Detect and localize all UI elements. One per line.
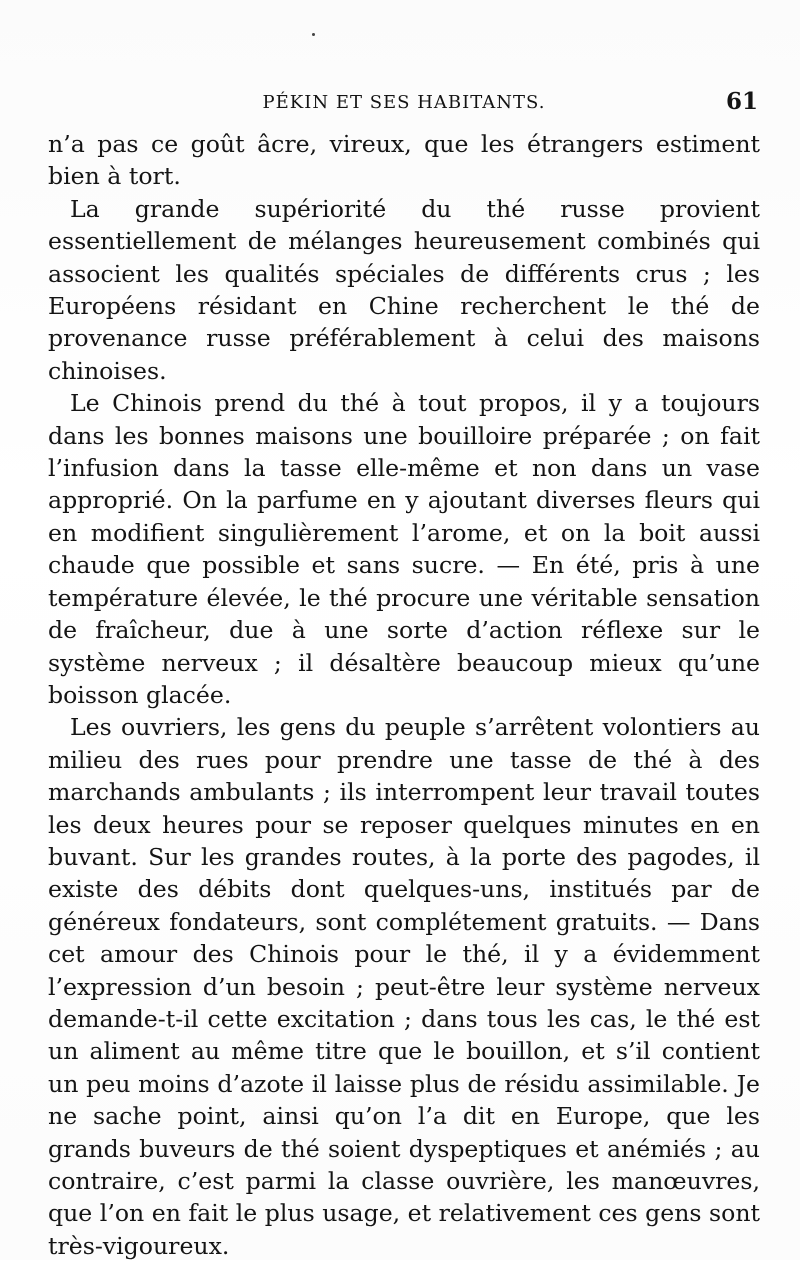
page-number: 61 [725,88,758,115]
running-title: PÉKIN ET SES HABITANTS. [262,92,546,113]
paragraph-russian-tea: La grande supériorité du thé russe provient essentiellement de mélanges heureusement combinés qui associent les qualités spéciales de différents crus ; les Européens résidant en Chine recherchent le thé de provenance russe préférablement à celui des maisons chinoises. [48,194,760,385]
paragraph-continuation: n’a pas ce goût âcre, vireux, que les étrangers estiment bien à tort. [48,130,760,191]
running-header [48,88,760,118]
paragraph-workers-tea: Les ouvriers, les gens du peuple s’arrêtent volontiers au milieu des rues pour prendre une tasse de thé à des marchands ambulants ; ils interrompent leur travail toutes les deux heures pour se reposer quelques minutes en en buvant. Sur les grandes routes, à la porte des pagodes, il existe des débits dont quelques-uns, institués par de généreux fondateurs, sont complétement gratuits. — Dans cet amour des Chinois pour le thé, il y a évidemment l’expression d’un besoin ; peut-être leur système nerveux demande-t-il cette excitation ; dans tous les cas, le thé est un aliment au même titre que le bouillon, et s’il contient un peu moins d’azote il laisse plus de résidu assimilable. Je ne sache point, ainsi qu’on l’a dit en Europe, que les grands buveurs de thé soient dyspeptiques et anémiés ; au contraire, c’est parmi la classe ouvrière, les manœuvres, que l’on en fait le plus usage, et relativement ces gens sont très-vigoureux. [48,713,760,1260]
page-speck [312,33,315,36]
body-text [48,128,760,1262]
paragraph-chinese-tea-habits: Le Chinois prend du thé à tout propos, il y a toujours dans les bonnes maisons une bouilloire préparée ; on fait l’infusion dans la tasse elle-même et non dans un vase approprié. On la parfume en y ajoutant diverses fleurs qui en modifient singulièrement l’arome, et on la boit aussi chaude que possible et sans sucre. — En été, pris à une température élevée, le thé procure une véritable sensation de fraîcheur, due à une sorte d’action réflexe sur le système nerveux ; il désaltère beaucoup mieux qu’une boisson glacée. [48,389,760,709]
